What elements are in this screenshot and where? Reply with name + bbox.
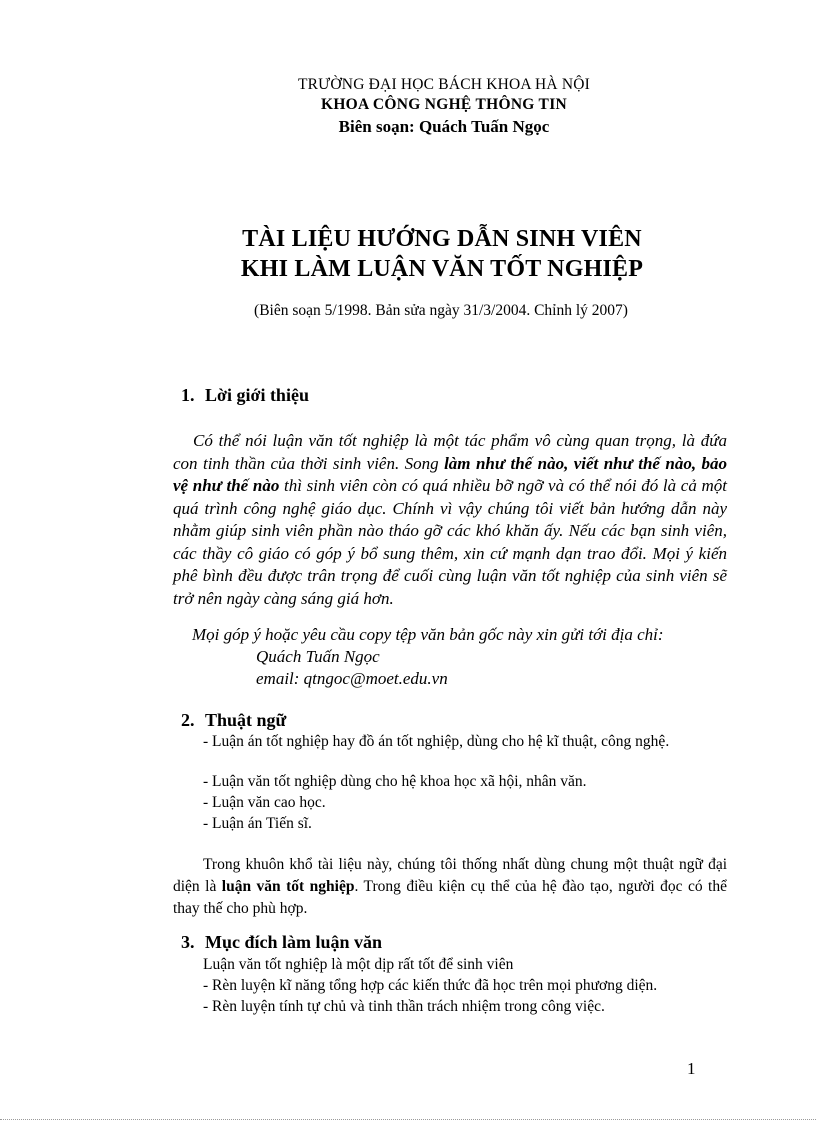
terminology-note <box>173 854 727 920</box>
section-1-heading <box>181 385 309 406</box>
document-title-line-2: KHI LÀM LUẬN VĂN TỐT NGHIỆP <box>240 256 644 282</box>
contact-name: Quách Tuấn Ngọc <box>256 647 380 666</box>
section-2-number: 2. <box>181 710 195 730</box>
intro-paragraph <box>173 430 727 610</box>
term-item: - Luận án Tiến sĩ. <box>203 815 312 832</box>
revision-note: (Biên soạn 5/1998. Bản sửa ngày 31/3/2004. Chỉnh lý 2007) <box>254 302 628 319</box>
contact-email: email: qtngoc@moet.edu.vn <box>256 669 448 688</box>
section-3-heading <box>181 932 382 953</box>
note-text-a: Trong khuôn khổ tài liệu này, chúng tôi thống nhất dùng chung một thuật ngữ đại diện là <box>173 856 727 895</box>
purpose-item: - Rèn luyện kĩ năng tổng hợp các kiến thức đã học trên mọi phương diện. <box>203 977 658 994</box>
author-line: Biên soạn: Quách Tuấn Ngọc <box>338 117 550 136</box>
faculty-name: KHOA CÔNG NGHỆ THÔNG TIN <box>320 96 568 113</box>
document-title-line-1: TÀI LIỆU HƯỚNG DẪN SINH VIÊN <box>242 226 642 252</box>
section-3-title: Mục đích làm luận văn <box>205 932 383 952</box>
university-name: TRƯỜNG ĐẠI HỌC BÁCH KHOA HÀ NỘI <box>297 76 591 93</box>
section-2-title: Thuật ngữ <box>205 710 287 730</box>
section-1-number: 1. <box>181 385 195 405</box>
contact-lead: Mọi góp ý hoặc yêu cầu copy tệp văn bản gốc này xin gửi tới địa chỉ: <box>192 625 664 644</box>
term-item: - Luận án tốt nghiệp hay đồ án tốt nghiệp, dùng cho hệ kĩ thuật, công nghệ. <box>203 733 670 750</box>
page-number: 1 <box>687 1059 696 1078</box>
page-bottom-divider <box>0 1119 816 1120</box>
section-1-title: Lời giới thiệu <box>205 385 309 405</box>
note-emphasis: luận văn tốt nghiệp <box>221 878 355 895</box>
purpose-item: - Rèn luyện tính tự chủ và tinh thần trách nhiệm trong công việc. <box>203 998 605 1015</box>
intro-emphasis: làm như thế nào, viết như thế nào, bảo vệ như thế nào <box>173 453 727 495</box>
intro-text-a: Có thể nói luận văn tốt nghiệp là một tác phẩm vô cùng quan trọng, là đứa con tinh thần của thời sinh viên. Song <box>173 431 727 473</box>
section-2-heading <box>181 710 286 731</box>
intro-text-b: thì sinh viên còn có quá nhiều bỡ ngỡ và có thể nói đó là cả một quá trình công nghệ giáo dục. Chính vì vậy chúng tôi viết bản hướng dẫn này nhằm giúp sinh viên phần nào tháo gỡ các khó khăn ấy. Nếu các bạn sinh viên, các thầy cô giáo có góp ý bổ sung thêm, xin cứ mạnh dạn trao đổi. Mọi ý kiến phê bình đều được trân trọng để cuối cùng luận văn tốt nghiệp của sinh viên sẽ trở nên ngày càng sáng giá hơn. <box>173 476 727 608</box>
term-item: - Luận văn tốt nghiệp dùng cho hệ khoa học xã hội, nhân văn. <box>203 773 587 790</box>
section-3-number: 3. <box>181 932 195 952</box>
purpose-intro: Luận văn tốt nghiệp là một dịp rất tốt để sinh viên <box>203 956 514 973</box>
note-text-b: . Trong điều kiện cụ thể của hệ đào tạo, người đọc có thể thay thế cho phù hợp. <box>173 878 727 917</box>
term-item: - Luận văn cao học. <box>203 794 326 811</box>
